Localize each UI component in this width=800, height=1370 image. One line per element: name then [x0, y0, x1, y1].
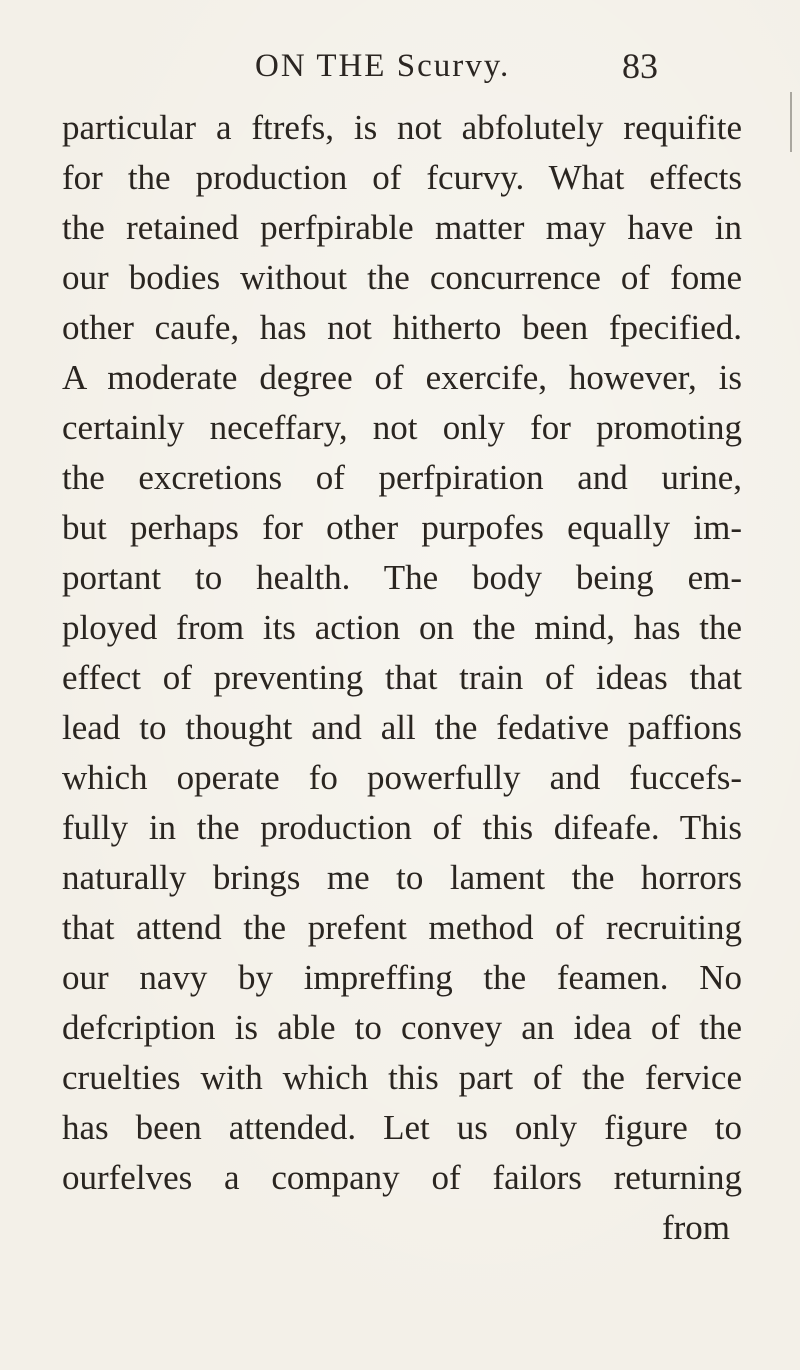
page-number: 83 — [622, 46, 658, 86]
text-line: naturally brings me to lament the horrors — [62, 858, 742, 897]
text-line: our navy by impreffing the feamen. No — [62, 958, 742, 997]
text-line: ployed from its action on the mind, has the — [62, 608, 742, 647]
text-line: other caufe, has not hitherto been fpecified. — [62, 308, 742, 347]
text-line: which operate fo powerfully and fuccefs- — [62, 758, 742, 797]
text-line: ourfelves a company of failors returning — [62, 1158, 742, 1197]
running-title: ON THE Scurvy. — [255, 48, 511, 84]
text-line: lead to thought and all the fedative paffions — [62, 708, 742, 747]
text-line: that attend the prefent method of recruiting — [62, 908, 742, 947]
text-line: effect of preventing that train of ideas that — [62, 658, 742, 697]
text-line: certainly neceffary, not only for promoting — [62, 408, 742, 447]
text-line: our bodies without the concurrence of fome — [62, 258, 742, 297]
text-line: for the production of fcurvy. What effects — [62, 158, 742, 197]
text-line: fully in the production of this difeafe. This — [62, 808, 742, 847]
catchword: from — [662, 1208, 731, 1247]
text-line: defcription is able to convey an idea of the — [62, 1008, 742, 1047]
text-line: portant to health. The body being em- — [62, 558, 742, 597]
text-line: particular a ftrefs, is not abfolutely requifite — [62, 108, 742, 147]
text-line: but perhaps for other purpofes equally im- — [62, 508, 742, 547]
text-line: cruelties with which this part of the fervice — [62, 1058, 742, 1097]
text-line: has been attended. Let us only figure to — [62, 1108, 742, 1147]
text-line: the retained perfpirable matter may have in — [62, 208, 742, 247]
text-line: the excretions of perfpiration and urine, — [62, 458, 742, 497]
text-line: A moderate degree of exercife, however, is — [62, 358, 742, 397]
